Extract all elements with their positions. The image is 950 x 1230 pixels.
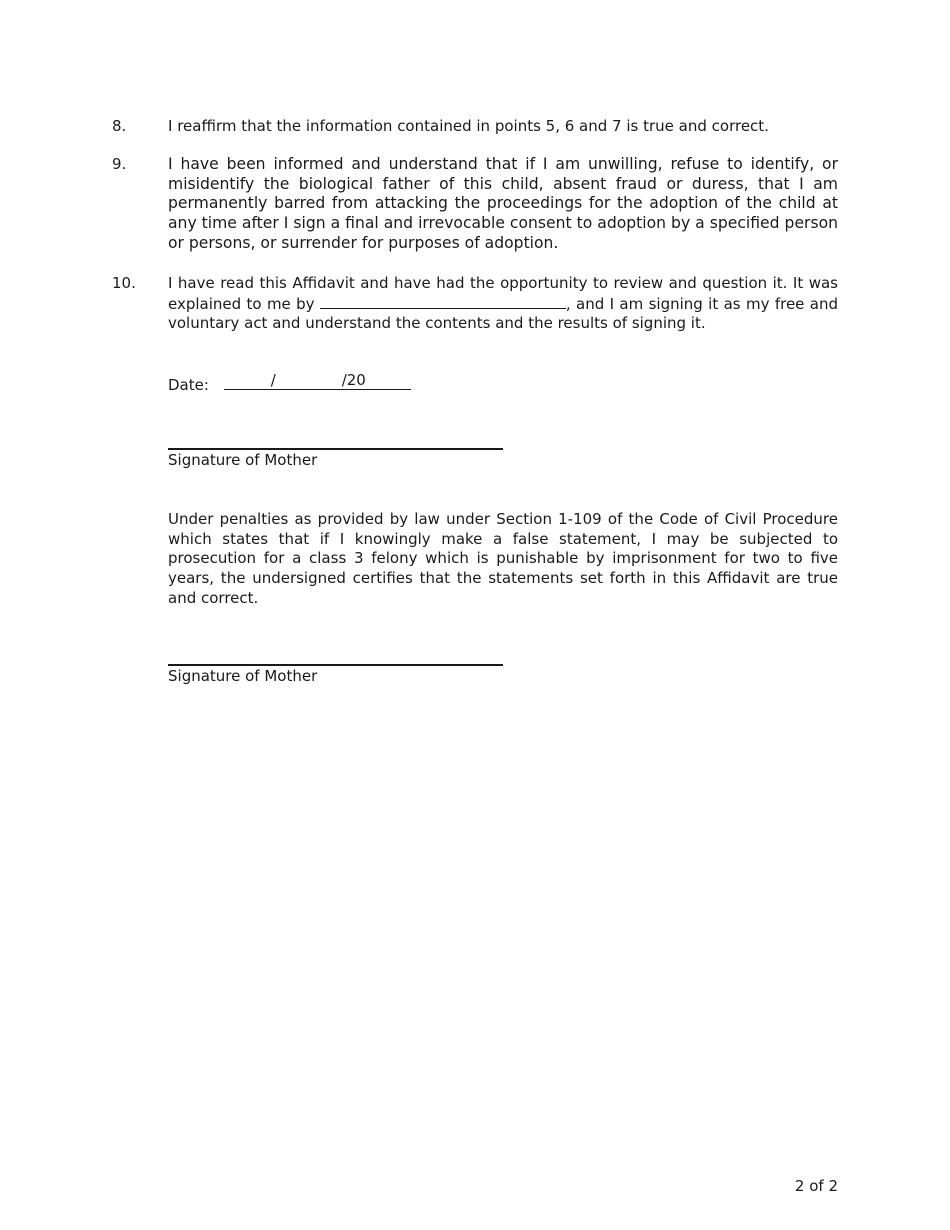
date-label: Date: [168,376,209,394]
date-separator: / [270,371,276,389]
certification-paragraph: Under penalties as provided by law under Section 1-109 of the Code of Civil Procedure which states that if I knowingly make a false statement, I may be subjected to prosecution for a class 3 felony which is punishable by imprisonment for two to five years, the undersigned certifies that the statements set forth in this Affidavit are true and correct. [168,510,838,607]
paragraph-text: I reaffirm that the information contained in points 5, 6 and 7 is true and correct. [168,117,769,135]
paragraph-text-end: , and I am signing it as my free and voluntary act and understand the contents and the results of signing it. [168,294,838,333]
signature-label-1: Signature of Mother [168,451,318,469]
signature-line-1[interactable] [168,448,503,450]
paragraph-number: 10. [112,274,136,292]
paragraph-text-start: I have read this Affidavit and have had the opportunity to review and question it. It was explained to me by [168,274,838,313]
signature-label-2: Signature of Mother [168,667,318,685]
paragraph-text: I have been informed and understand that if I am unwilling, refuse to identify, or misidentify the biological father of this child, absent fraud or duress, that I am permanently barred from attacking the proceedings for the adoption of the child at any time after I sign a final and irrevocable consent to adoption by a specified person or persons, or surrender for purposes of adoption. [168,155,838,252]
paragraph-number: 9. [112,155,127,173]
page-number: 2 of 2 [794,1177,838,1195]
paragraph-10 [112,274,838,334]
paragraph-9 [112,155,838,254]
date-field[interactable] [224,372,411,390]
paragraph-8 [112,117,838,137]
explained-by-blank[interactable] [320,294,566,309]
paragraph-number: 8. [112,117,127,135]
date-row [168,372,411,394]
date-year-prefix: /20 [341,371,366,389]
signature-line-2[interactable] [168,664,503,666]
paragraph-text [168,274,838,334]
